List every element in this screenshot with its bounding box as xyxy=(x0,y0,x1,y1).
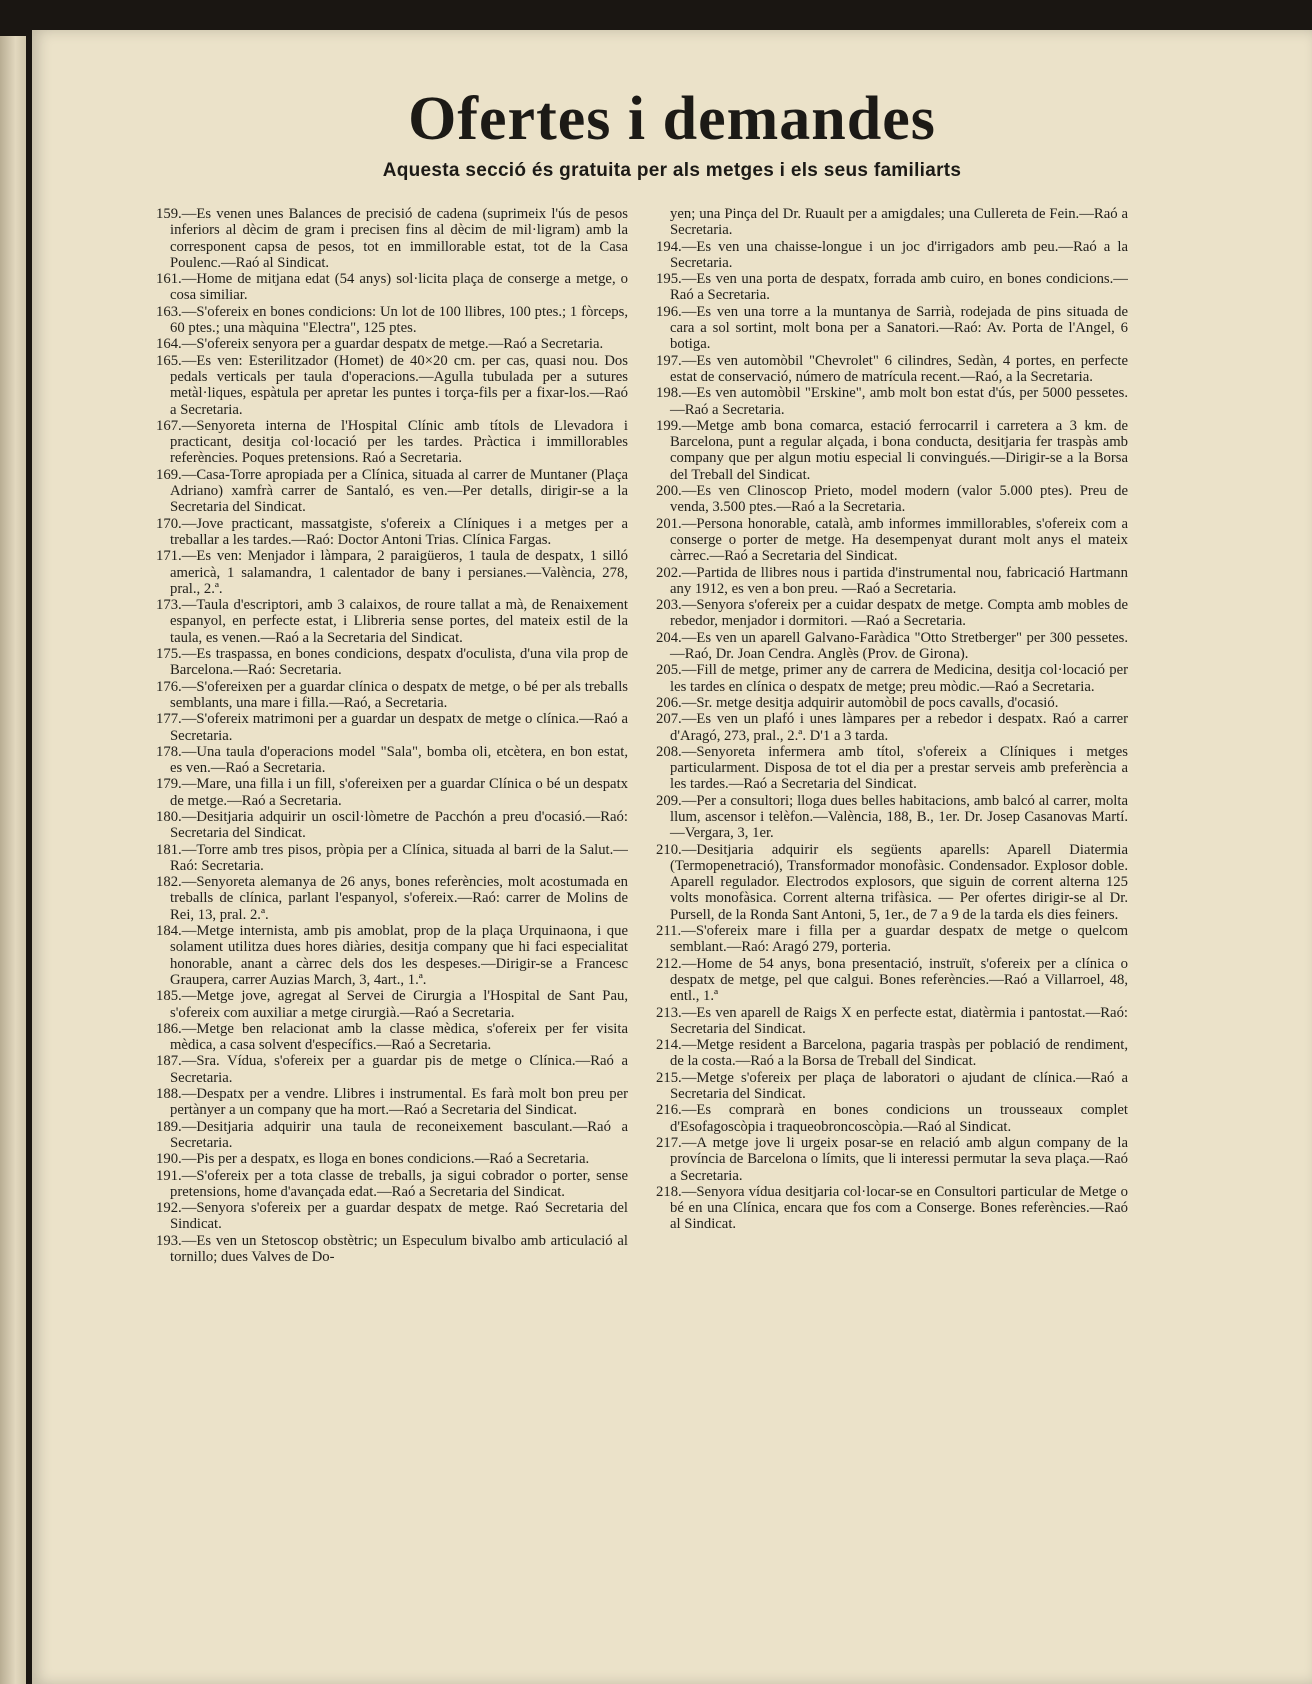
listing-entry: 164.—S'ofereix senyora per a guardar despatx de metge.—Raó a Secretaria. xyxy=(156,336,604,353)
listing-entry: 167.—Senyoreta interna de l'Hospital Clínic amb títols de Llevadora i practicant, desitja col·locació per les tardes. Pràctica i immillorables referències. Poques pretensions. Raó a Secretaria. xyxy=(156,417,628,467)
listing-entry: yen; una Pinça del Dr. Ruault per a amigdales; una Cullereta de Fein.—Raó a Secretaria. xyxy=(670,206,1128,239)
page-title: Ofertes i demandes xyxy=(408,85,936,153)
listing-entry: 192.—Senyora s'ofereix per a guardar despatx de metge. Raó Secretaria del Sindicat. xyxy=(156,1200,628,1233)
listing-entry: 214.—Metge resident a Barcelona, pagaria traspàs per població de rendiment, de la costa.—Raó a la Borsa de Treball del Sindicat. xyxy=(656,1037,1128,1070)
listing-entry: 159.—Es venen unes Balances de precisió de cadena (suprimeix l'ús de pesos inferiors al dècim de gram i precisen fins al dècim de mil·ligram) amb la corresponent capsa de pesos, tot en immillorable estat, tot de la Casa Poulenc.—Raó al Sindicat. xyxy=(156,206,628,271)
listing-entry: 197.—Es ven automòbil "Chevrolet" 6 cilindres, Sedàn, 4 portes, en perfecte estat de conservació, número de matrícula recent.—Raó, a la Secretaria. xyxy=(656,352,1128,385)
listing-entry: 195.—Es ven una porta de despatx, forrada amb cuiro, en bones condicions.—Raó a Secretaria. xyxy=(656,271,1128,304)
listing-entry: 204.—Es ven un aparell Galvano-Faràdica "Otto Stretberger" per 300 pessetes.—Raó, Dr. Joan Cendra. Anglès (Prov. de Girona). xyxy=(656,629,1128,663)
listing-entry: 175.—Es traspassa, en bones condicions, despatx d'oculista, d'una vila prop de Barcelona.—Raó: Secretaria. xyxy=(156,646,628,679)
listing-entry: 194.—Es ven una chaisse-longue i un joc d'irrigadors amb peu.—Raó a la Secretaria. xyxy=(656,238,1128,271)
listing-entry: 173.—Taula d'escriptori, amb 3 calaixos, de roure tallat a mà, de Renaixement espanyol, en perfecte estat, i Llibreria sense portes, del mateix estil de la taula, es venen.—Raó a la Secretaria del Sindicat. xyxy=(156,597,628,646)
listing-entry: 186.—Metge ben relacionat amb la classe mèdica, s'ofereix per fer visita mèdica, a casa solvent d'específics.—Raó a Secretaria. xyxy=(156,1020,628,1054)
listing-entry: 182.—Senyoreta alemanya de 26 anys, bones referències, molt acostumada en treballs de clínica, parlant l'espanyol, s'ofereix.—Raó: carrer de Molins de Rei, 13, pral. 2.ª. xyxy=(156,874,628,923)
listing-entry: 207.—Es ven un plafó i unes làmpares per a rebedor i despatx. Raó a carrer d'Aragó, 273, pral., 2.ª. D'1 a 3 tarda. xyxy=(656,711,1128,744)
listing-entry: 208.—Senyoreta infermera amb títol, s'ofereix a Clíniques i metges particularment. Disposa de tot el dia per a prestar serveis amb preferència a les tardes.—Raó a Secretaria del Sindicat. xyxy=(656,743,1128,793)
adjacent-page-edge xyxy=(0,36,26,1684)
listing-entry: 187.—Sra. Vídua, s'ofereix per a guardar pis de metge o Clínica.—Raó a Secretaria. xyxy=(156,1053,628,1086)
listing-entry: 181.—Torre amb tres pisos, pròpia per a Clínica, situada al barri de la Salut.—Raó: Secretaria. xyxy=(156,841,628,874)
listing-entry: 200.—Es ven Clinoscop Prieto, model modern (valor 5.000 ptes). Preu de venda, 3.500 ptes.—Raó a la Secretaria. xyxy=(656,483,1128,516)
listing-entry: 176.—S'ofereixen per a guardar clínica o despatx de metge, o bé per als treballs semblants, una mare i filla.—Raó, a Secretaria. xyxy=(156,678,628,711)
listing-entry: 215.—Metge s'ofereix per plaça de laboratori o ajudant de clínica.—Raó a Secretaria del Sindicat. xyxy=(656,1069,1128,1103)
listing-entry: 190.—Pis per a despatx, es lloga en bones condicions.—Raó a Secretaria. xyxy=(156,1151,590,1168)
listing-entry: 199.—Metge amb bona comarca, estació ferrocarril i carretera a 3 km. de Barcelona, punt a regular alçada, i bona conducta, desitjaria fer traspàs amb company que per algun motiu especial li convingués.—Dirigir-se a la Borsa del Treball del Sindicat. xyxy=(656,417,1128,483)
listing-entry: 191.—S'ofereix per a tota classe de treballs, ja sigui cobrador o porter, sense pretensions, home d'avançada edat.—Raó a Secretaria del Sindicat. xyxy=(156,1167,628,1200)
listing-entry: 188.—Despatx per a vendre. Llibres i instrumental. Es farà molt bon preu per pertànyer a un company que ha mort.—Raó a Secretaria del Sindicat. xyxy=(156,1086,628,1119)
listing-entry: 180.—Desitjaria adquirir un oscil·lòmetre de Pacchón a preu d'ocasió.—Raó: Secretaria del Sindicat. xyxy=(156,808,628,842)
listing-entry: 185.—Metge jove, agregat al Servei de Cirurgia a l'Hospital de Sant Pau, s'ofereix com auxiliar a metge cirurgià.—Raó a Secretaria. xyxy=(156,988,628,1021)
listing-entry: 169.—Casa-Torre apropiada per a Clínica, situada al carrer de Muntaner (Plaça Adriano) xamfrà carrer de Santaló, es ven.—Per detalls, dirigir-se a la Secretaria del Sindicat. xyxy=(156,466,628,516)
listing-entry: 212.—Home de 54 anys, bona presentació, instruït, s'ofereix per a clínica o despatx de metge, pel que calgui. Bones referències.—Raó a Villarroel, 48, entl., 1.ª xyxy=(656,955,1128,1005)
column-left xyxy=(156,206,628,1646)
listing-entry: 211.—S'ofereix mare i filla per a guardar despatx de metge o quelcom semblant.—Raó: Aragó 279, porteria. xyxy=(656,923,1128,956)
listing-entry: 209.—Per a consultori; lloga dues belles habitacions, amb balcó al carrer, molta llum, ascensor i telèfon.—València, 188, B., 1er. Dr. Josep Casanovas Martí.—Vergara, 3, 1er. xyxy=(656,792,1128,842)
listing-entry: 198.—Es ven automòbil "Erskine", amb molt bon estat d'ús, per 5000 pessetes.—Raó a Secretaria. xyxy=(656,385,1128,418)
column-right xyxy=(656,206,1128,1646)
listing-entry: 177.—S'ofereix matrimoni per a guardar un despatx de metge o clínica.—Raó a Secretaria. xyxy=(156,711,628,744)
listing-entry: 189.—Desitjaria adquirir una taula de reconeixement basculant.—Raó a Secretaria. xyxy=(156,1118,628,1151)
listing-entry: 178.—Una taula d'operacions model "Sala", bomba oli, etcètera, en bon estat, es ven.—Raó a Secretaria. xyxy=(156,743,628,777)
listing-entry: 203.—Senyora s'ofereix per a cuidar despatx de metge. Compta amb mobles de rebedor, menjador i dormitori. —Raó a Secretaria. xyxy=(656,597,1128,630)
listing-entry: 193.—Es ven un Stetoscop obstètric; un Especulum bivalbo amb articulació al tornillo; dues Valves de Do- xyxy=(156,1232,628,1265)
listing-entry: 216.—Es comprarà en bones condicions un trousseaux complet d'Esofagoscòpia i traqueobroncoscòpia.—Raó al Sindicat. xyxy=(656,1102,1128,1135)
listing-entry: 210.—Desitjaria adquirir els següents aparells: Aparell Diatermia (Termopenetració), Transformador monofàsic. Condensador. Explosor doble. Aparell regulador. Electrodos explosors, que siguin de corrent alterna 125 volts monofàsica. Corrent alterna trifàsica. — Per ofertes dirigir-se al Dr. Pursell, de la Ronda Sant Antoni, 5, 1er., de 7 a 9 de la tarda els dies feiners. xyxy=(656,841,1128,923)
listing-entry: 165.—Es ven: Esterilitzador (Homet) de 40×20 cm. per cas, quasi nou. Dos pedals verticals per taula d'operacions.—Agulla tubulada per a sutures metàl·liques, espàtula per apretar les puntes i torça-fils per a fixar-los.—Raó a Secretaria. xyxy=(156,352,628,418)
listing-entry: 205.—Fill de metge, primer any de carrera de Medicina, desitja col·locació per les tardes en clínica o despatx de metge; preu mòdic.—Raó a Secretaria. xyxy=(656,662,1128,695)
listing-entry: 161.—Home de mitjana edat (54 anys) sol·licita plaça de conserge a metge, o cosa similiar. xyxy=(156,271,628,304)
document-page xyxy=(32,30,1312,1684)
page-subtitle: Aquesta secció és gratuita per als metges i els seus familiarts xyxy=(382,160,962,181)
listing-entry: 184.—Metge internista, amb pis amoblat, prop de la plaça Urquinaona, i que solament utilitza dues hores diàries, desitja company que hi faci especialitat honorable, anant a càrrec dels dos les despeses.—Dirigir-se a Francesc Graupera, carrer Auzias March, 3, 4art., 1.ª. xyxy=(156,923,628,988)
listing-entry: 213.—Es ven aparell de Raigs X en perfecte estat, diatèrmia i pantostat.—Raó: Secretaria del Sindicat. xyxy=(656,1004,1128,1037)
listing-entry: 171.—Es ven: Menjador i làmpara, 2 paraigüeros, 1 taula de despatx, 1 silló americà, 1 salamandra, 1 calentador de bany i persianes.—València, 278, pral., 2.ª. xyxy=(156,548,628,597)
listing-entry: 202.—Partida de llibres nous i partida d'instrumental nou, fabricació Hartmann any 1912, es ven a bon preu. —Raó a Secretaria. xyxy=(656,564,1128,597)
listing-entry: 179.—Mare, una filla i un fill, s'ofereixen per a guardar Clínica o bé un despatx de metge.—Raó a Secretaria. xyxy=(156,776,628,809)
listing-entry: 196.—Es ven una torre a la muntanya de Sarrià, rodejada de pins situada de cara a sol sortint, molt bona per a Sanatori.—Raó: Av. Porta de l'Angel, 6 botiga. xyxy=(656,303,1128,353)
listing-entry: 201.—Persona honorable, català, amb informes immillorables, s'ofereix com a conserge o porter de metge. Ha desempenyat durant molt anys el mateix càrrec.—Raó a Secretaria del Sindicat. xyxy=(656,515,1128,565)
listing-entry: 218.—Senyora vídua desitjaria col·locar-se en Consultori particular de Metge o bé en una Clínica, encara que fos com a Conserge. Bones referències.—Raó al Sindicat. xyxy=(656,1183,1128,1233)
listing-entry: 170.—Jove practicant, massatgiste, s'ofereix a Clíniques i a metges per a treballar a les tardes.—Raó: Doctor Antoni Trias. Clínica Fargas. xyxy=(156,515,628,548)
listing-entry: 217.—A metge jove li urgeix posar-se en relació amb algun company de la província de Barcelona o límits, que li interessi permutar la seva plaça.—Raó a Secretaria. xyxy=(656,1134,1128,1184)
listing-entry: 206.—Sr. metge desitja adquirir automòbil de pocs cavalls, d'ocasió. xyxy=(656,694,1059,711)
listing-entry: 163.—S'ofereix en bones condicions: Un lot de 100 llibres, 100 ptes.; 1 fòrceps, 60 ptes.; una màquina "Electra", 125 ptes. xyxy=(156,303,628,337)
